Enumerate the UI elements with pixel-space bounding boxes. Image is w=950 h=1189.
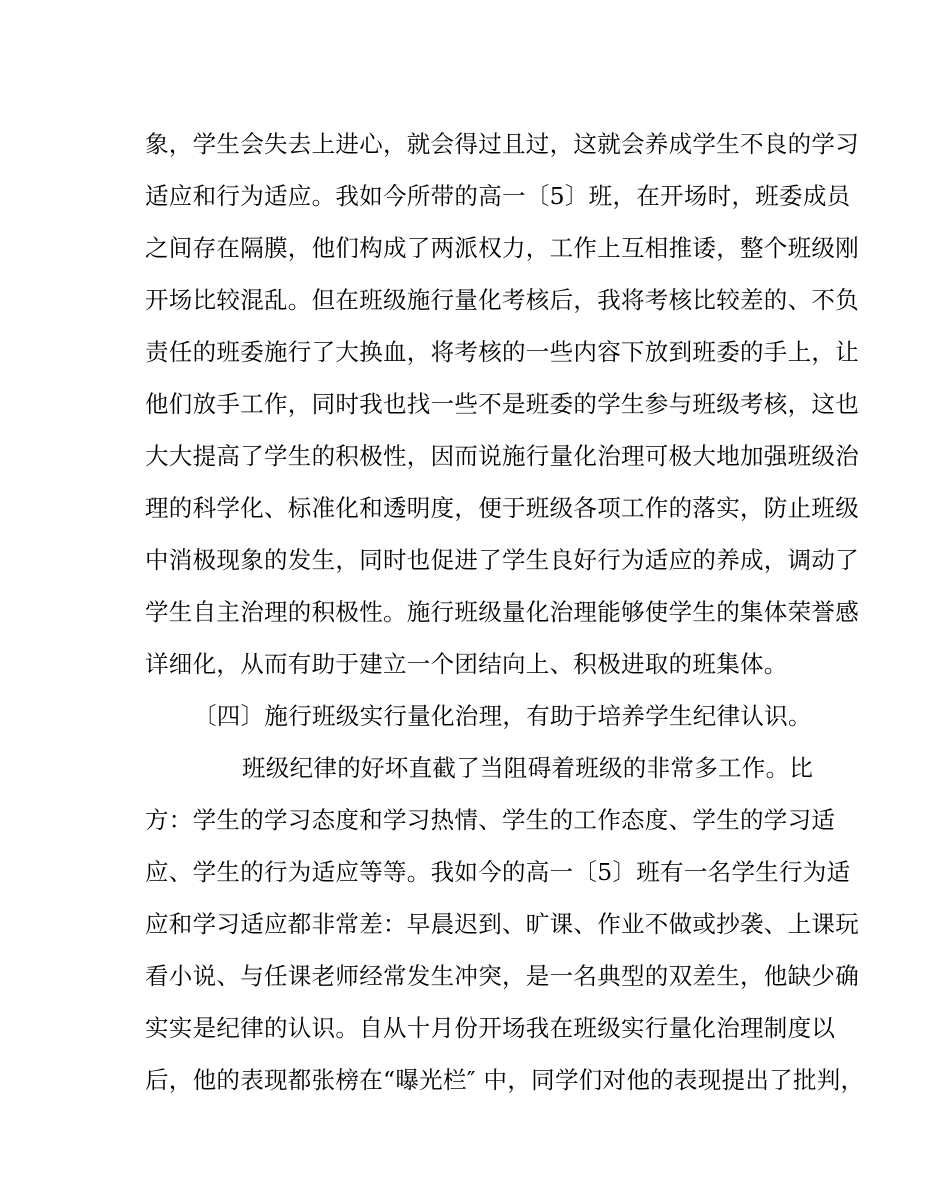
text-line-16: 应和学习适应都非常差：早晨迟到、旷课、作业不做或抄袭、上课玩: [145, 910, 859, 938]
text-line-6: 他们放手工作，同时我也找一些不是班委的学生参与班级考核，这也: [145, 390, 859, 418]
text-line-19: 后，他的表现都张榜在“曝光栏″ 中，同学们对他的表现提出了批判，: [145, 1066, 865, 1094]
text-line-4: 开场比较混乱。但在班级施行量化考核后，我将考核比较差的、不负: [145, 286, 859, 314]
section-heading: 〔四〕施行班级实行量化治理，有助于培养学生纪律认识。: [193, 702, 812, 730]
text-line-11: 详细化，从而有助于建立一个团结向上、积极进取的班集体。: [145, 650, 788, 678]
text-line-10: 学生自主治理的积极性。施行班级量化治理能够使学生的集体荣誉感: [145, 598, 859, 626]
text-line-7: 大大提高了学生的积极性，因而说施行量化治理可极大地加强班级治: [145, 442, 859, 470]
text-line-14: 方：学生的学习态度和学习热情、学生的工作态度、学生的学习适: [145, 806, 836, 834]
text-line-17: 看小说、与任课老师经常发生冲突，是一名典型的双差生，他缺少确: [145, 962, 859, 990]
text-line-8: 理的科学化、标准化和透明度，便于班级各项工作的落实，防止班级: [145, 494, 859, 522]
text-line-15: 应、学生的行为适应等等。我如今的高一〔5〕班有一名学生行为适: [145, 858, 851, 886]
text-line-9: 中消极现象的发生，同时也促进了学生良好行为适应的养成，调动了: [145, 546, 859, 574]
text-line-13: 班级纪律的好坏直截了当阻碍着班级的非常多工作。比: [242, 754, 814, 782]
text-line-5: 责任的班委施行了大换血，将考核的一些内容下放到班委的手上，让: [145, 338, 859, 366]
text-line-2: 适应和行为适应。我如今所带的高一〔5〕班，在开场时，班委成员: [145, 182, 851, 210]
text-line-18: 实实是纪律的认识。自从十月份开场我在班级实行量化治理制度以: [145, 1014, 836, 1042]
text-line-1: 象，学生会失去上进心，就会得过且过，这就会养成学生不良的学习: [145, 130, 859, 158]
text-line-3: 之间存在隔膜，他们构成了两派权力，工作上互相推诿，整个班级刚: [145, 234, 859, 262]
